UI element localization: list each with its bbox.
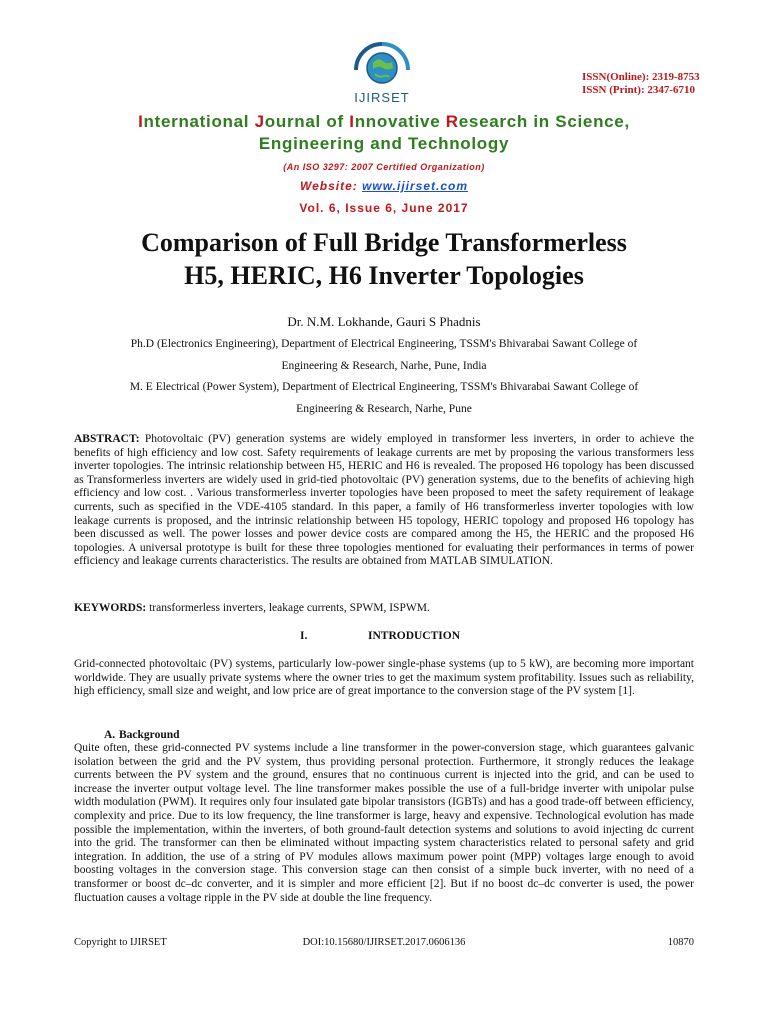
journal-logo [342,36,422,108]
footer-copyright: Copyright to IJIRSET [74,937,167,948]
affiliation-1: Ph.D (Electronics Engineering), Department of Electrical Engineering, TSSM's Bhivarabai Sawant College of Engineering & Research, Narhe, Pune, India [130,338,638,372]
journal-name [60,111,708,155]
certification-note: (An ISO 3297: 2007 Certified Organization) [283,162,485,172]
subsection-heading: A. Background [104,729,180,741]
abstract-text: Photovoltaic (PV) generation systems are widely employed in transformer less inverters, in order to achieve the benefits of high efficiency and low cost. Safety requirements of leakage currents are met by proposing the various transformers less inverter topologies. The intrinsic relationship between H5, HERIC and H6 is revealed. The proposed H6 topology has been discussed as Transformerless inverters are widely used in grid-tied photovoltaic (PV) generation systems, due to the benefits of achieving high efficiency and low cost. . Various transformerless inverter topologies have been proposed to meet the safety requirement of leakage currents, such as specified in the VDE-4105 standard. In this paper, a family of H6 transformerless inverter topologies with low leakage currents is proposed, and the intrinsic relationship between H5 topology, HERIC topology and proposed H6 topology has been discussed as well. The power losses and power device costs are compared among the H5, the HERIC and the proposed H6 topologies. A universal prototype is built for these three topologies mentioned for evaluating their performances in terms of power efficiency and leakage currents characteristics. The results are obtained from MATLAB SIMULATION. [74,433,694,568]
section-heading: I. INTRODUCTION [300,630,461,642]
issn-online: ISSN(Online): 2319-8753 [582,71,700,83]
website-line [0,179,768,193]
logo-text: IJIRSET [354,90,410,105]
issn-block [582,71,700,97]
footer-doi: DOI:10.15680/IJIRSET.2017.0606136 [302,937,466,948]
affiliation-2: M. E Electrical (Power System), Department of Electrical Engineering, TSSM's Bhivarabai Sawant College of Engineering & Research, Narhe, Pune [129,381,639,415]
journal-name-line1: International Journal of Innovative Research in Science, [138,112,630,131]
paper-title: Comparison of Full Bridge Transformerless H5, HERIC, H6 Inverter Topologies [141,228,627,290]
globe-logo-icon [342,36,422,92]
abstract [74,433,694,569]
background-paragraph: Quite often, these grid-connected PV systems include a line transformer in the power-conversion stage, which guarantees galvanic isolation between the grid and the PV system, thus providing personal protection. Furthermore, it strongly reduces the leakage currents between the PV system and the ground, ensures that no continuous current is injected into the grid, and can be used to increase the inverter output voltage level. The line transformer makes possible the use of a full-bridge inverter with unipolar pulse width modulation (PWM). It requires only four insulated gate bipolar transistors (IGBTs) and has a good trade-off between efficiency, complexity and price. Due to its low frequency, the line transformer is large, heavy and expensive. Technological evolution has made possible the implementation, within the inverters, of both ground-fault detection systems and solutions to avoid injecting dc current into the grid. The transformer can then be eliminated without impacting system characteristics related to personal safety and grid integration. In addition, the use of a string of PV modules allows maximum power point (MPP) voltages large enough to avoid boosting voltages in the conversion stage. This conversion stage can then consist of a simple buck inverter, with no need of a transformer or boost dc–dc converter, and it is simpler and more efficient [2]. But if no boost dc–dc converter is used, the power fluctuation causes a voltage ripple in the PV side at double the line frequency. [74,742,694,904]
keywords [74,602,694,616]
journal-name-line2: Engineering and Technology [258,134,510,153]
authors: Dr. N.M. Lokhande, Gauri S Phadnis [287,314,481,329]
keywords-text: transformerless inverters, leakage currents, SPWM, ISPWM. [146,602,430,614]
abstract-label: ABSTRACT: [74,433,140,445]
website-link[interactable]: www.ijirset.com [362,179,469,193]
website-label: Website: [299,179,363,193]
keywords-label: KEYWORDS: [74,602,147,614]
issn-print: ISSN (Print): 2347-6710 [582,84,696,96]
footer-page-number: 10870 [667,937,694,948]
introduction-paragraph: Grid-connected photovoltaic (PV) systems, particularly low-power single-phase systems (up to 5 kW), are becoming more important worldwide. They are usually private systems where the owner tries to get the maximum system profitability. Issues such as reliability, high efficiency, small size and weight, and low price are of great importance to the conversion stage of the PV system [1]. [74,658,694,698]
volume-issue: Vol. 6, Issue 6, June 2017 [299,201,469,215]
